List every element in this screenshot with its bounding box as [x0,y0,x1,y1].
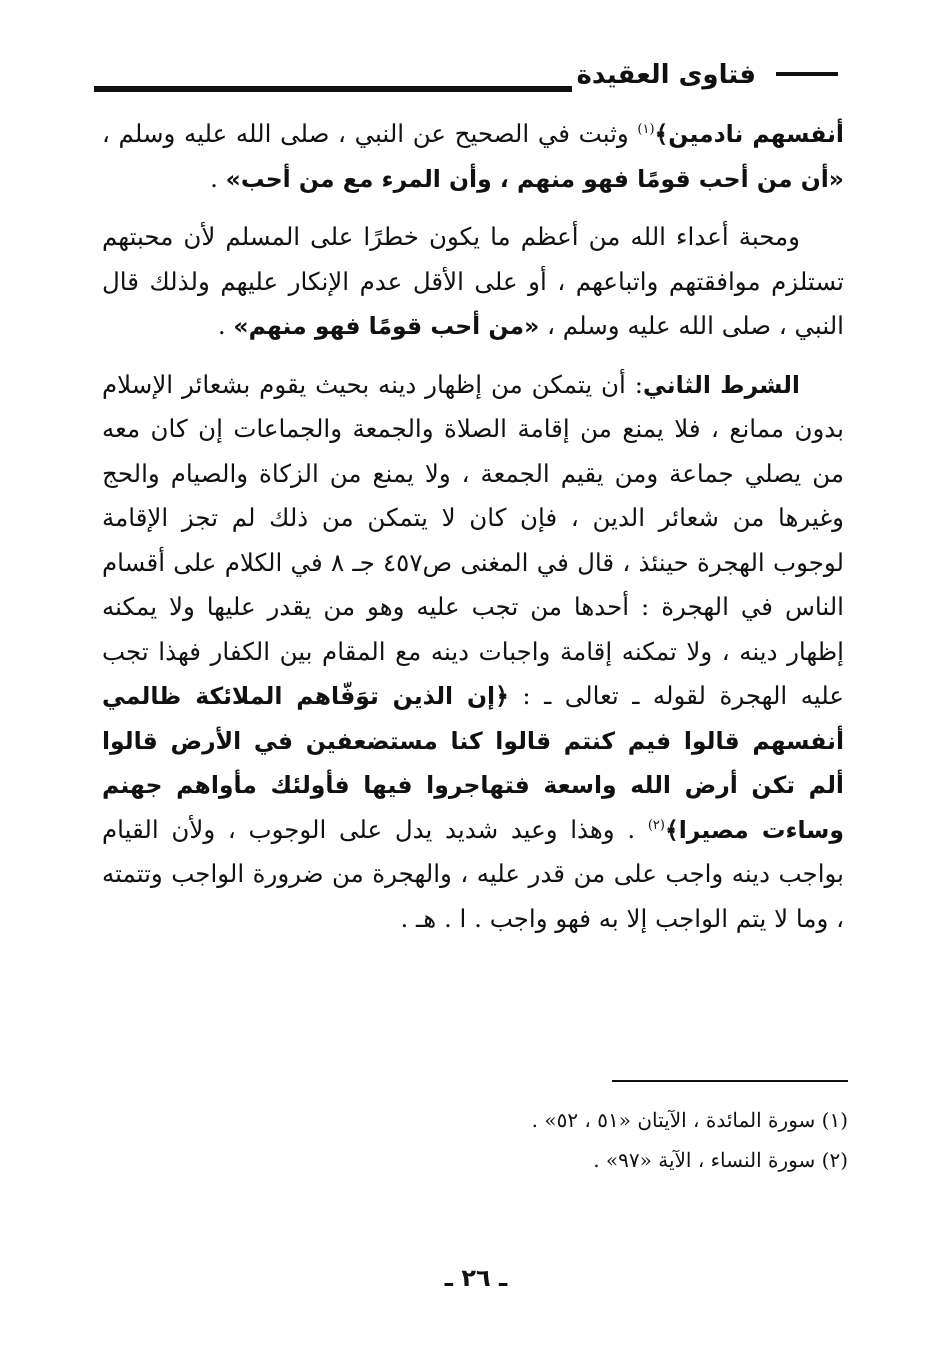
paragraph-2-end: . [217,311,234,340]
main-text [102,112,844,941]
footnote-2: (٢) سورة النساء ، الآية «٩٧» . [593,1148,848,1172]
paragraph-3-end: . وهذا وعيد شديد يدل على الوجوب ، ولأن القيام بواجب دينه واجب على من قدر عليه ، والهجرة من ضرورة الواجب وتتمته ، وما لا يتم الواجب إلا به فهو واجب . ا . هـ . [102,814,844,933]
hadith-quote-1: «أن من أحب قومًا فهو منهم ، وأن المرء مع من أحب» [225,164,844,193]
header-rule-short [776,72,838,76]
running-header [94,58,838,98]
header-rule-long [94,86,572,92]
hadith-quote-2: «من أحب قومًا فهو منهم» [233,312,540,340]
page-number: ـ ٢٦ ـ [444,1264,508,1292]
paragraph-3-text: : أن يتمكن من إظهار دينه بحيث يقوم بشعائر الإسلام بدون ممانع ، فلا يمنع من إقامة الصلاة والجمعة والجماعات إن كان معه من يصلي جماعة ومن يقيم الجمعة ، ولا يمنع من الزكاة والصيام والحج وغيرها من شعائر الدين ، فإن كان لا يتمكن من ذلك لم تجز الإقامة لوجوب الهجرة حينئذ ، قال في المغنى ص٤٥٧ جـ ٨ في الكلام على أقسام الناس في الهجرة : أحدها من تجب عليه وهو من يقدر عليها ولا يمكنه إظهار دينه ، ولا تمكنه إقامة واجبات دينه مع المقام بين الكفار فهذا تجب عليه الهجرة لقوله ـ تعالى ـ : [102,369,844,710]
footnote-separator [612,1080,848,1082]
paragraph-2-text: ومحبة أعداء الله من أعظم ما يكون خطرًا على المسلم لأن محبتهم تستلزم موافقتهم واتباعهم ، أو على الأقل عدم الإنكار عليهم ولذلك قال النبي ، صلى الله عليه وسلم ، [102,222,844,340]
footnote-ref-1: (١) [637,121,655,137]
paragraph-1 [102,112,844,201]
footnotes [248,1100,848,1180]
footnote-ref-2: (٢) [647,817,665,833]
paragraph-1-end: . [210,163,226,193]
paragraph-2 [102,215,844,349]
header-title: فتاوى العقيدة [576,60,756,90]
paragraph-1-text: وثبت في الصحيح عن النبي ، صلى الله عليه وسلم ، [102,119,638,148]
quran-quote-2: ﴿إن الذين توَفّاهم الملائكة ظالمي أنفسهم قالوا فيم كنتم قالوا كنا مستضعفين في الأرض قالوا ألم تكن أرض الله واسعة فتهاجروا فيها فأولئك مأواهم جهنم وساءت مصيرا﴾ [102,682,844,844]
footnote-1: (١) سورة المائدة ، الآيتان «٥١ ، ٥٢» . [531,1108,848,1132]
paragraph-3 [102,363,844,942]
section-heading: الشرط الثاني [643,370,800,399]
quran-quote-end: أنفسهم نادمين﴾ [654,120,844,148]
